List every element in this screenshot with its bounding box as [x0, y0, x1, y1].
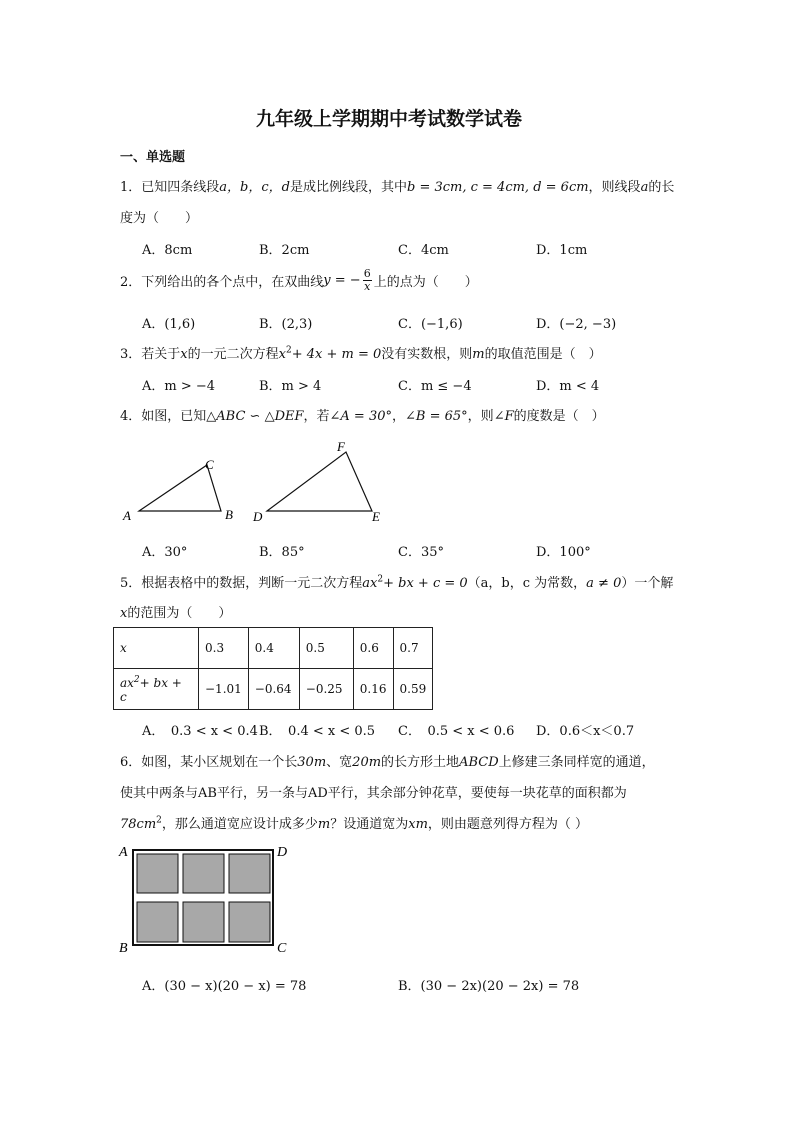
q5-option-a[interactable]: A． 0.3 < x < 0.4: [142, 724, 258, 739]
table-head-expression: $ax^2+$ bx + c: [114, 669, 199, 710]
q3-eq-a: x: [278, 347, 286, 362]
table-cell: −0.64: [248, 669, 299, 710]
q6-area: 78cm: [120, 817, 157, 832]
q2-option-b[interactable]: B．(2,3): [259, 317, 313, 332]
q2-lhs: y = −: [323, 273, 361, 288]
table-head-x: x: [114, 628, 199, 669]
q3-option-d[interactable]: D．m < 4: [536, 379, 600, 394]
question-2: [120, 268, 478, 293]
q3-option-c[interactable]: C．m ≤ −4: [398, 379, 472, 394]
flower-bed: [137, 902, 178, 942]
q5-text-pre: 5．根据表格中的数据，判断一元二次方程: [120, 576, 363, 591]
question-4: [120, 405, 605, 424]
q3-text-mid: 的一元二次方程: [187, 347, 279, 362]
q4-angle-b: ∠B = 65°: [405, 409, 468, 424]
table-cell: 0.4: [248, 628, 299, 669]
corner-label-c: C: [277, 941, 287, 956]
q6-option-b[interactable]: B．(30 − 2x)(20 − 2x) = 78: [398, 979, 580, 994]
vertex-label-f: F: [337, 439, 345, 454]
vertex-label-d: D: [253, 509, 263, 524]
q6-text-e: ，那么通道宽应设计成多少: [161, 817, 318, 832]
q1-var-a: a: [640, 180, 649, 195]
q5-option-c[interactable]: C． 0.5 < x < 0.6: [398, 724, 515, 739]
table-cell: −1.01: [199, 669, 249, 710]
corner-label-a: A: [119, 845, 128, 860]
table-row: [114, 628, 433, 669]
q4-similarity: △ABC ∽ △DEF: [206, 409, 304, 424]
table-cell: 0.59: [393, 669, 433, 710]
q4-angle-f: ∠F: [493, 409, 514, 424]
q2-numerator: 6: [363, 267, 371, 280]
q6-text-d: 上修建三条同样宽的通道，: [498, 755, 655, 770]
q2-text-pre: 2．下列给出的各个点中，在双曲线: [120, 275, 324, 290]
table-cell: 0.7: [393, 628, 433, 669]
page-title: 九年级上学期期中考试数学试卷: [256, 108, 523, 130]
q6-var-m: m: [317, 817, 331, 832]
q3-text-post1: 没有实数根，则: [381, 347, 473, 362]
q6-text-a: 6．如图，某小区规划在一个长: [120, 755, 298, 770]
q6-var-xm: xm: [408, 817, 428, 832]
q2-fraction: [363, 268, 372, 293]
q4-angle-a: ∠A = 30°: [329, 409, 392, 424]
q6-option-a[interactable]: A．(30 − x)(20 − x) = 78: [142, 979, 307, 994]
q6-text-g: ，则由题意列得方程为（ ）: [427, 817, 589, 832]
q6-text-c: 的长方形土地: [381, 755, 460, 770]
q4-text-mid2: ，则: [467, 409, 494, 424]
q2-option-d[interactable]: D．(−2, −3): [536, 317, 617, 332]
q4-separator: ，: [392, 409, 406, 424]
question-1-line2: 度为（ ）: [120, 211, 199, 226]
q3-option-b[interactable]: B．m > 4: [259, 379, 322, 394]
question-5-line1: 5．根据表格中的数据，判断一元二次方程$ax^2+$ bx + c = 0（a，b，c 为常数，a ≠ 0）一个解: [120, 574, 674, 591]
question-1-line1: [120, 176, 674, 195]
q3-text-pre: 3．若关于: [120, 347, 181, 362]
values-table: [113, 627, 433, 710]
q5-option-b[interactable]: B． 0.4 < x < 0.5: [259, 724, 376, 739]
q5-line2-text: 的范围为（ ）: [127, 606, 232, 621]
q2-denominator: x: [364, 280, 371, 293]
question-6-line2: 使其中两条与AB平行，另一条与AD平行，其余部分钟花草，要使每一块花草的面积都为: [120, 786, 627, 801]
q6-text-b: 、宽: [326, 755, 353, 770]
q5-eq-b: + bx + c = 0: [383, 576, 468, 591]
q1-option-a[interactable]: A．8cm: [142, 243, 193, 258]
q3-var-m: m: [472, 347, 485, 362]
q6-length: 30m: [297, 755, 327, 770]
q2-text-post: 上的点为（ ）: [373, 275, 478, 290]
q1-text-pre: 1．已知四条线段: [120, 180, 220, 195]
q4-text-mid: ，若: [303, 409, 330, 424]
q1-text-mid: 是成比例线段，其中: [289, 180, 407, 195]
vertex-label-a: A: [123, 508, 131, 523]
table-cell: −0.25: [299, 669, 353, 710]
q3-option-a[interactable]: A．m > −4: [142, 379, 216, 394]
table-cell: 0.6: [353, 628, 393, 669]
q6-abcd: ABCD: [459, 755, 499, 770]
q4-option-a[interactable]: A．30°: [142, 545, 188, 560]
q5-option-d[interactable]: D．0.6＜x＜0.7: [536, 724, 635, 739]
q4-option-d[interactable]: D．100°: [536, 545, 591, 560]
flower-bed: [229, 902, 270, 942]
q5-eq-a: ax: [362, 576, 378, 591]
q5-text-post2: ）一个解: [621, 576, 674, 591]
table-cell: 0.16: [353, 669, 393, 710]
q1-option-b[interactable]: B．2cm: [259, 243, 310, 258]
vertex-label-b: B: [225, 507, 233, 522]
q5-condition: a ≠ 0: [586, 576, 622, 591]
triangle-def: [267, 452, 372, 511]
q1-text-end: 的长: [648, 180, 675, 195]
q6-width: 20m: [352, 755, 382, 770]
question-5-line2: [120, 602, 231, 621]
q4-option-b[interactable]: B．85°: [259, 545, 305, 560]
question-6-line1: [120, 751, 655, 770]
table-row: [114, 669, 433, 710]
corner-label-b: B: [119, 941, 128, 956]
section-heading: 一、单选题: [120, 150, 186, 165]
q5-var-x: x: [120, 606, 128, 621]
q2-option-c[interactable]: C．(−1,6): [398, 317, 463, 332]
q1-option-d[interactable]: D．1cm: [536, 243, 588, 258]
q4-text-post: 的度数是（ ）: [513, 409, 605, 424]
q3-var-x: x: [180, 347, 188, 362]
garden-figure: [116, 840, 296, 960]
table-head-expr-b: + bx + c: [120, 675, 182, 704]
q5-text-post: （a，b，c 为常数，: [467, 576, 587, 591]
question-3: 3．若关于x的一元二次方程$x^2+ 4x + m = 0$没有实数根，则m的取值范围是（ ）: [120, 345, 602, 362]
q4-text-pre: 4．如图，已知: [120, 409, 207, 424]
table-cell: 0.3: [199, 628, 249, 669]
table-head-expr-a: ax: [120, 675, 134, 690]
q1-vars: a，b，c，d: [219, 180, 290, 195]
question-6-line3: $78cm^2$，那么通道宽应设计成多少m？设通道宽为xm，则由题意列得方程为（ ）: [120, 815, 589, 832]
vertex-label-c: C: [205, 457, 214, 472]
flower-bed: [137, 854, 178, 893]
table-cell: 0.5: [299, 628, 353, 669]
flower-bed: [183, 854, 224, 893]
flower-bed: [183, 902, 224, 942]
flower-bed: [229, 854, 270, 893]
q1-option-c[interactable]: C．4cm: [398, 243, 449, 258]
corner-label-d: D: [277, 845, 288, 860]
q1-text-post: ，则线段: [588, 180, 641, 195]
q2-option-a[interactable]: A．(1,6): [142, 317, 196, 332]
q4-option-c[interactable]: C．35°: [398, 545, 444, 560]
q3-eq-b: + 4x + m = 0: [291, 347, 382, 362]
vertex-label-e: E: [372, 509, 380, 524]
triangles-figure: [115, 435, 395, 530]
q3-text-post2: 的取值范围是（ ）: [484, 347, 602, 362]
q1-values: b = 3cm, c = 4cm, d = 6cm: [406, 180, 589, 195]
q6-text-f: ？设通道宽为: [330, 817, 409, 832]
